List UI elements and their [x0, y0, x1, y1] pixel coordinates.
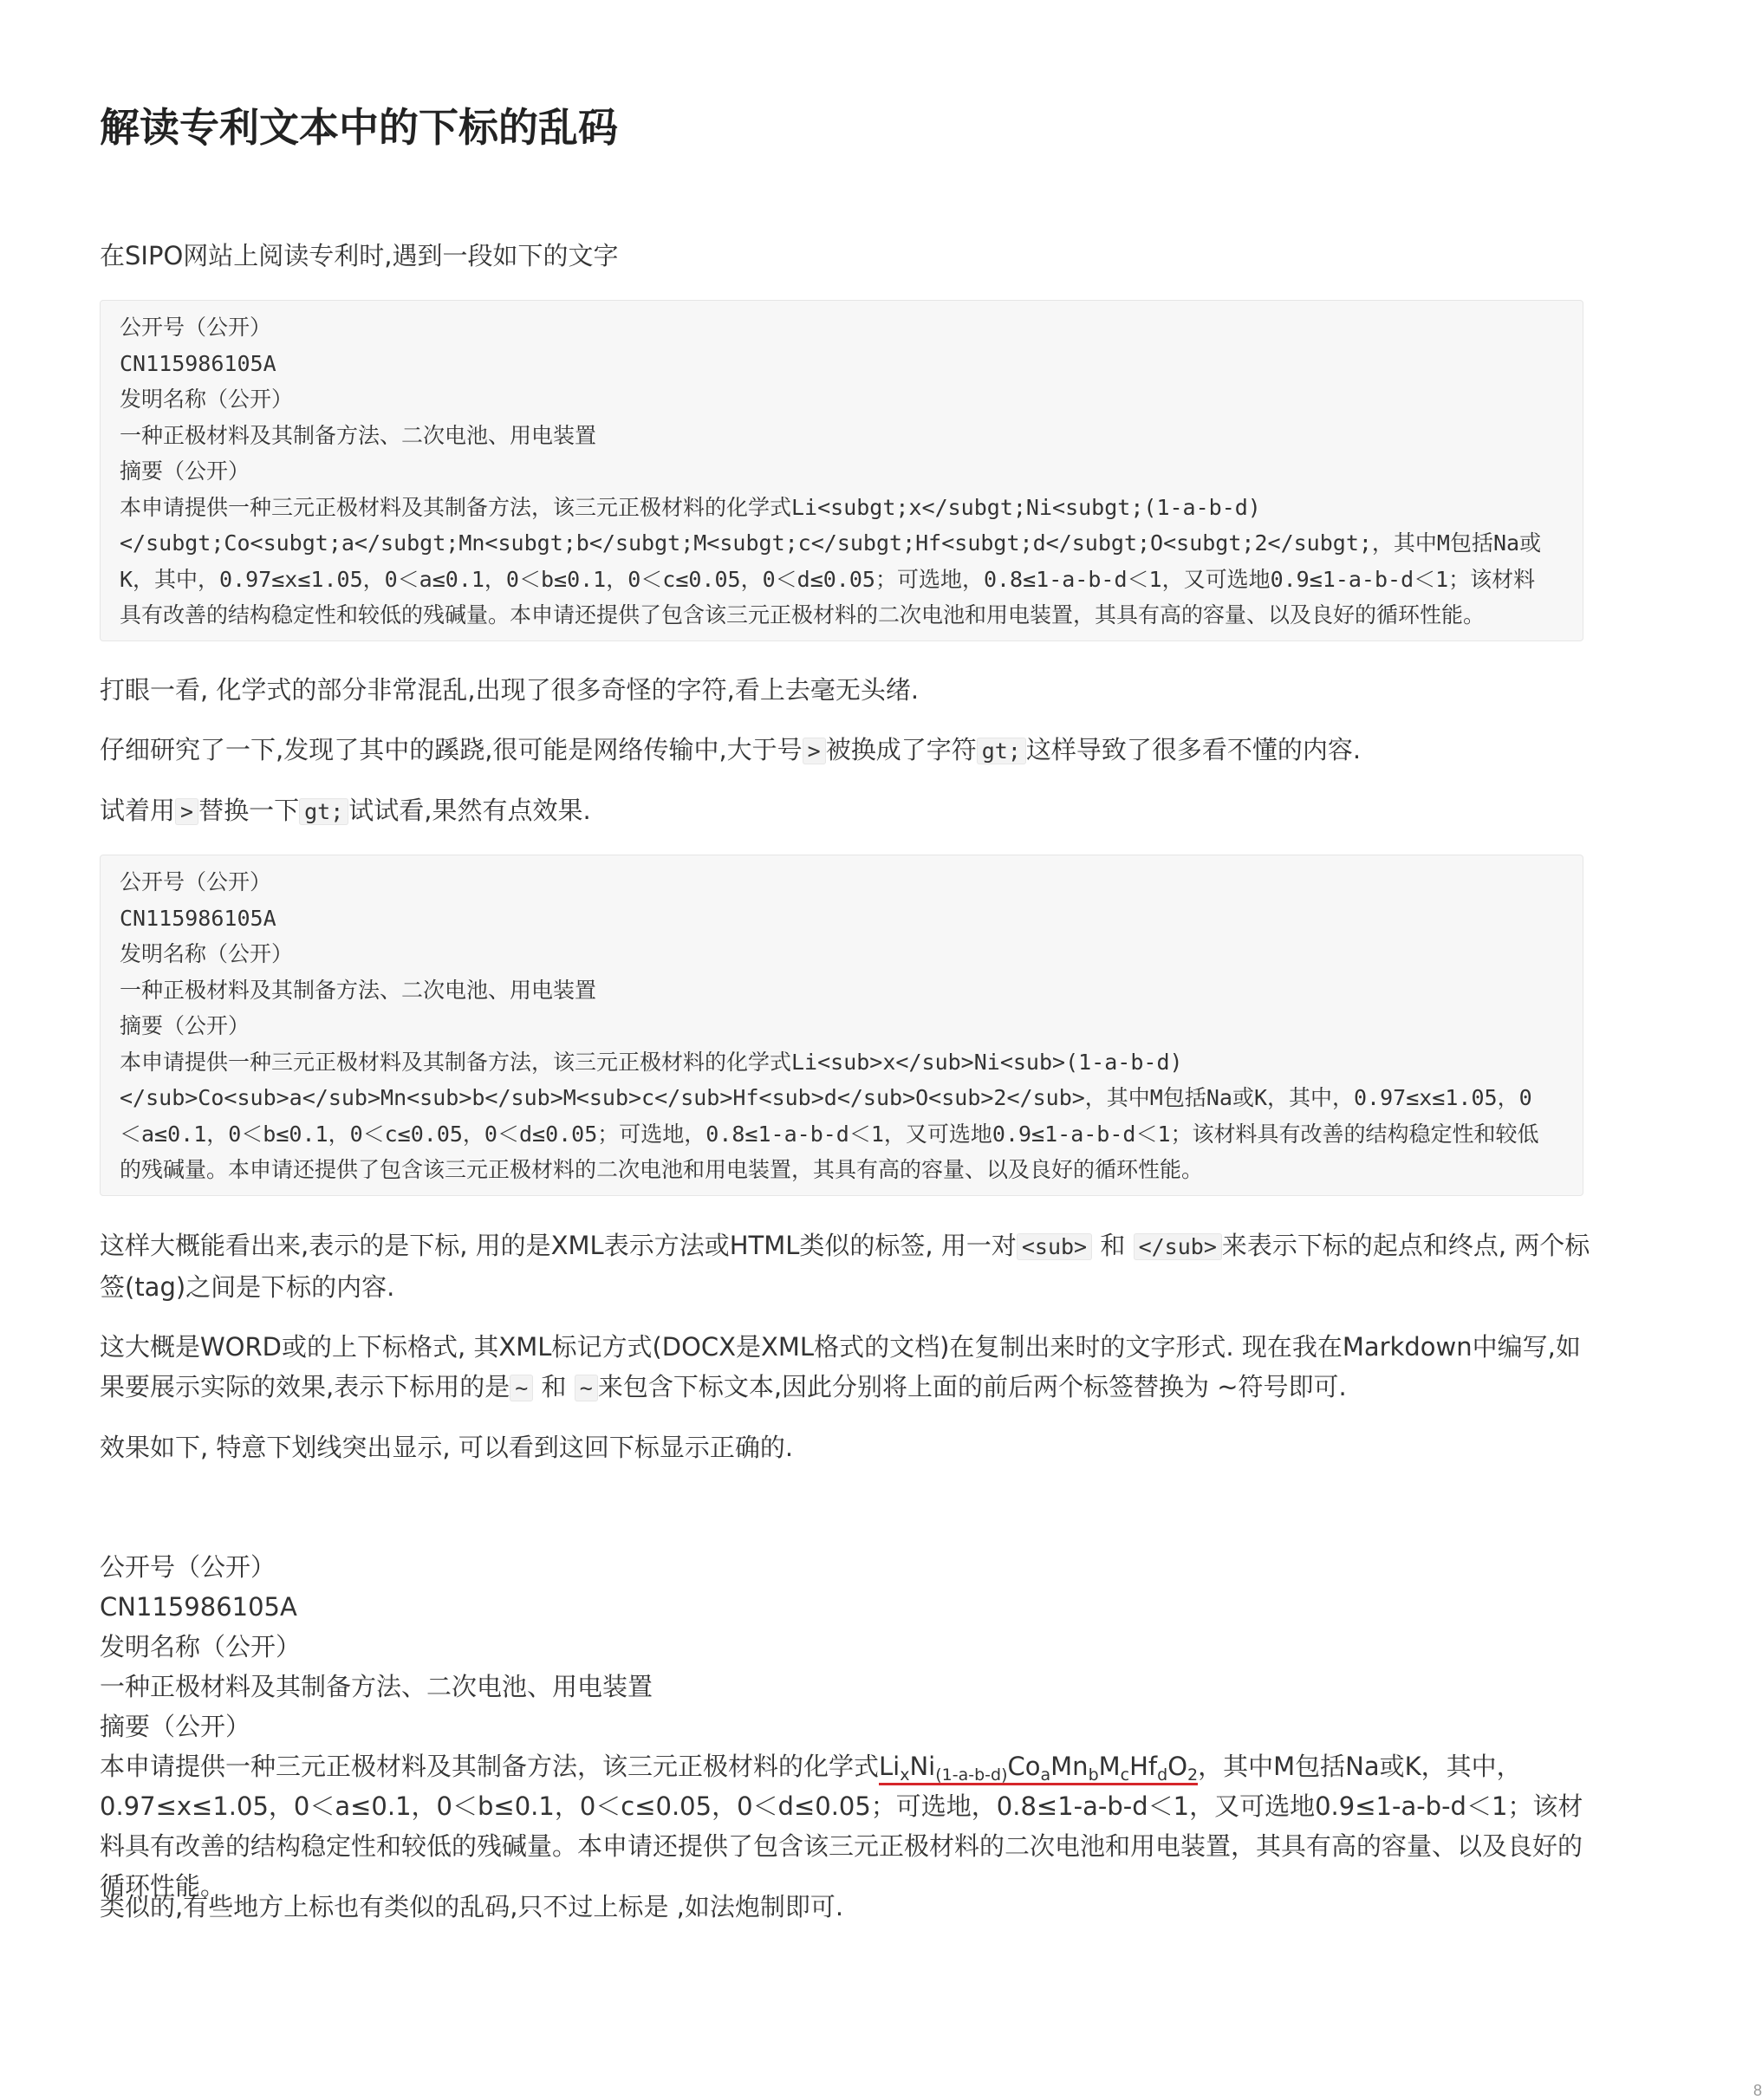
- code-block-raw: [100, 300, 1583, 641]
- code-line: 一种正极材料及其制备方法、二次电池、用电装置: [120, 422, 597, 448]
- text-span: 替换一下: [198, 796, 300, 825]
- text-span: 这样大概能看出来,表示的是下标, 用的是XML表示方法或HTML类似的标签, 用一对: [100, 1231, 1017, 1260]
- inline-code: >: [803, 738, 826, 764]
- formula-element: Ni: [909, 1752, 936, 1781]
- code-line: CN115986105A: [120, 905, 276, 931]
- inline-code: >: [175, 798, 198, 825]
- code-line: K，其中，0.97≤x≤1.05，0＜a≤0.1，0＜b≤0.1，0＜c≤0.05，0＜d≤0.05；可选地，0.8≤1-a-b-d＜1，又可选地0.9≤1-a-b-d＜1；该材料: [120, 566, 1536, 592]
- rendered-line: 公开号（公开）: [100, 1552, 276, 1582]
- paragraph-observation: 打眼一看, 化学式的部分非常混乱,出现了很多奇怪的字符,看上去毫无头绪.: [100, 675, 920, 705]
- text-span: 本申请提供一种三元正极材料及其制备方法，该三元正极材料的化学式: [100, 1752, 880, 1781]
- inline-code: ~: [510, 1375, 533, 1401]
- text-span: 试试看,果然有点效果.: [348, 796, 591, 825]
- rendered-line: 发明名称（公开）: [100, 1632, 302, 1661]
- inline-code: <sub>: [1017, 1233, 1092, 1260]
- code-line: 的残碱量。本申请还提供了包含该三元正极材料的二次电池和用电装置，其具有高的容量、以及良好的循环性能。: [120, 1157, 1204, 1182]
- paragraph-effect: 效果如下, 特意下划线突出显示, 可以看到这回下标显示正确的.: [100, 1433, 794, 1462]
- inline-code: gt;: [299, 798, 348, 825]
- paragraph-explanation: [100, 1226, 1604, 1307]
- formula-subscript: b: [1088, 1765, 1099, 1785]
- rendered-abstract-body: [100, 1746, 1604, 1906]
- formula-element: Co: [1007, 1752, 1041, 1781]
- paragraph-superscript-note: 类似的,有些地方上标也有类似的乱码,只不过上标是 ,如法炮制即可.: [100, 1892, 844, 1921]
- inline-code: gt;: [977, 738, 1026, 764]
- text-span: 和: [541, 1372, 567, 1401]
- text-span: 这大概是WORD或的上下标格式, 其XML标记方式(DOCX是XML格式的文档)在复制出来时的文字形式. 现在我在Markdown中编写,如果要展示实际的效果,表示下标用的是: [100, 1332, 1581, 1401]
- formula-element: M: [1098, 1752, 1121, 1781]
- text-span: 来表示下标的起点和终点, 两个标签(tag)之间是下标的内容.: [100, 1231, 1590, 1302]
- chemical-formula: [879, 1752, 1198, 1785]
- intro-paragraph: 在SIPO网站上阅读专利时,遇到一段如下的文字: [100, 241, 619, 270]
- inline-code: ~: [575, 1375, 598, 1401]
- paragraph-try-replace: [100, 790, 1604, 832]
- text-span: 这样导致了很多看不懂的内容.: [1025, 735, 1362, 764]
- inline-code: </sub>: [1134, 1233, 1222, 1260]
- paragraph-discovery: [100, 730, 1604, 771]
- code-line: 发明名称（公开）: [120, 387, 294, 412]
- rendered-line: CN115986105A: [100, 1592, 297, 1622]
- formula-element: Li: [879, 1752, 901, 1781]
- code-line: 具有改善的结构稳定性和较低的残碱量。本申请还提供了包含该三元正极材料的二次电池和用电装置，其具有高的容量、以及良好的循环性能。: [120, 602, 1486, 627]
- formula-element: Mn: [1050, 1752, 1089, 1781]
- text-span: ，其中M包括Na或K，其中，0.97≤x≤1.05，0＜a≤0.1，0＜b≤0.1，0＜c≤0.05，0＜d≤0.05；可选地，0.8≤1-a-b-d＜1，又可选地0.9≤1-a-b-d＜1；该材料具有改善的结构稳定性和较低的残碱量。本申请还提供了包含该三元正极材料的二次电池和用电装置，其具有高的容量、以及良好的循环性能。: [100, 1752, 1583, 1901]
- rendered-abstract: [100, 1547, 1604, 1906]
- code-line: </sub>Co<sub>a</sub>Mn<sub>b</sub>M<sub>c</sub>Hf<sub>d</sub>O<sub>2</sub>，其中M包括Na或K，其中，0.97≤x≤1.05，0: [120, 1085, 1532, 1110]
- code-line: 摘要（公开）: [120, 1013, 250, 1038]
- page-corner-mark: 8: [1752, 2082, 1762, 2099]
- code-line: 公开号（公开）: [120, 315, 272, 340]
- formula-subscript: c: [1120, 1765, 1130, 1785]
- code-line: </subgt;Co<subgt;a</subgt;Mn<subgt;b</subgt;M<subgt;c</subgt;Hf<subgt;d</subgt;O<subgt;2</subgt;，其中M包括Na或: [120, 530, 1542, 556]
- code-line: 公开号（公开）: [120, 869, 272, 894]
- text-span: 和: [1100, 1231, 1126, 1260]
- rendered-line: 摘要（公开）: [100, 1712, 251, 1741]
- rendered-line: 一种正极材料及其制备方法、二次电池、用电装置: [100, 1672, 653, 1701]
- code-line: CN115986105A: [120, 350, 276, 376]
- formula-subscript: a: [1040, 1765, 1051, 1785]
- code-line: 本申请提供一种三元正极材料及其制备方法，该三元正极材料的化学式Li<subgt;x</subgt;Ni<subgt;(1-a-b-d): [120, 494, 1261, 520]
- code-line: 本申请提供一种三元正极材料及其制备方法，该三元正极材料的化学式Li<sub>x</sub>Ni<sub>(1-a-b-d): [120, 1049, 1183, 1075]
- formula-element: Hf: [1129, 1752, 1158, 1781]
- formula-subscript: d: [1157, 1765, 1168, 1785]
- text-span: 试着用: [100, 796, 176, 825]
- code-block-fixed: [100, 855, 1583, 1196]
- code-line: 一种正极材料及其制备方法、二次电池、用电装置: [120, 977, 597, 1003]
- formula-subscript: 2: [1187, 1765, 1199, 1785]
- text-span: 被换成了字符: [825, 735, 977, 764]
- code-line: ＜a≤0.1，0＜b≤0.1，0＜c≤0.05，0＜d≤0.05；可选地，0.8≤1-a-b-d＜1，又可选地0.9≤1-a-b-d＜1；该材料具有改善的结构稳定性和较低: [120, 1121, 1539, 1147]
- formula-element: O: [1167, 1752, 1188, 1781]
- text-span: 来包含下标文本,因此分别将上面的前后两个标签替换为 ~符号即可.: [597, 1372, 1347, 1401]
- text-span: 仔细研究了一下,发现了其中的蹊跷,很可能是网络传输中,大于号: [100, 735, 803, 764]
- paragraph-markdown: [100, 1327, 1604, 1408]
- code-line: 发明名称（公开）: [120, 941, 294, 966]
- code-line: 摘要（公开）: [120, 458, 250, 484]
- formula-subscript: x: [900, 1765, 910, 1785]
- formula-subscript: (1-a-b-d): [935, 1765, 1008, 1785]
- page-title: 解读专利文本中的下标的乱码: [100, 104, 618, 151]
